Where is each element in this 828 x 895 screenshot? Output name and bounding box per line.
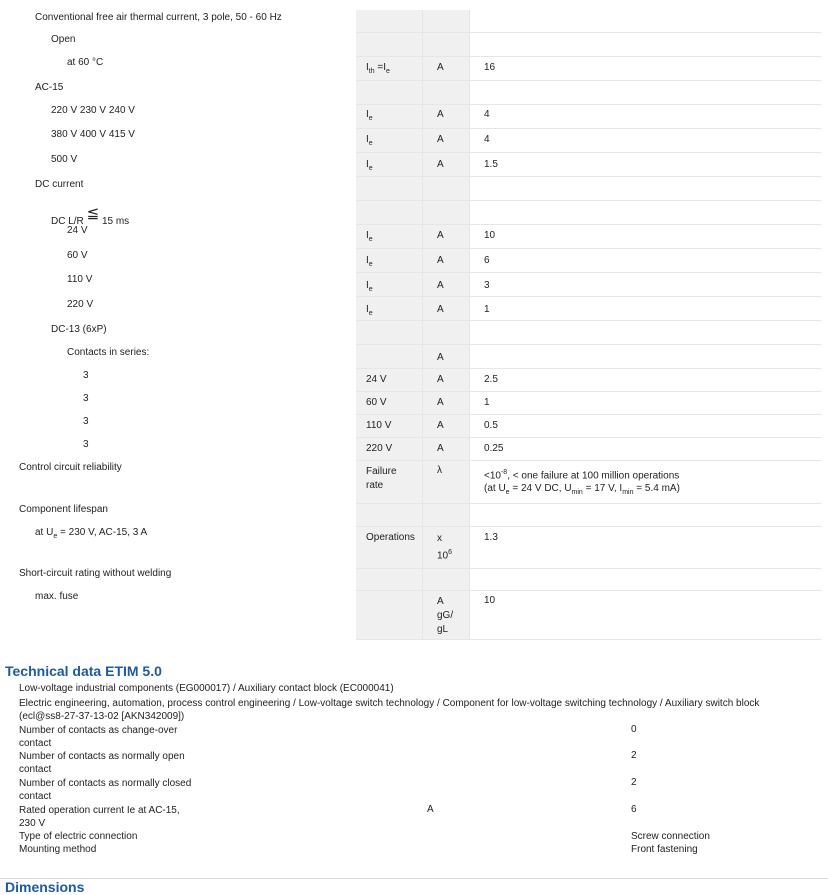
unit-cell: A	[437, 255, 444, 266]
row-separator	[356, 437, 821, 438]
value-cell: 16	[484, 62, 496, 73]
etim-row-value: 2	[631, 777, 637, 788]
unit-cell: A	[437, 420, 444, 431]
etim-row-label: Mounting method	[19, 844, 97, 855]
row-separator	[356, 639, 821, 640]
row-separator	[356, 80, 821, 81]
unit-cell: A gG/ gL	[437, 596, 454, 635]
value-cell: 4	[484, 134, 490, 145]
symbol-cell: $I_{th} =I_e$	[366, 62, 390, 75]
value-cell: $<10^{-8}$, < one failure at 100 million operations (at $U_e = 24$ V DC, $U_{min} = 17$ V, $I_{min} = 5.4$ mA)	[484, 469, 680, 497]
value-cell: 1	[484, 397, 490, 408]
value-cell: 0.5	[484, 420, 498, 431]
spec-label: Contacts in series:	[67, 347, 150, 358]
row-separator	[356, 526, 821, 527]
symbol-cell: $I_e$	[366, 159, 373, 172]
value-cell: 2.5	[484, 374, 498, 385]
symbol-cell: 220 V	[366, 443, 393, 454]
less-equal-symbol: ≦	[86, 205, 100, 222]
value-cell: 1.3	[484, 532, 498, 543]
spec-label: 110 V	[67, 274, 93, 285]
spec-label: AC-15	[35, 82, 64, 93]
spec-label-suffix: 15 ms	[101, 216, 130, 227]
section-heading-etim: Technical data ETIM 5.0	[5, 663, 162, 679]
value-cell: 6	[484, 255, 490, 266]
spec-label: 220 V	[67, 299, 94, 310]
symbol-cell: 24 V	[366, 374, 387, 385]
row-separator	[356, 104, 821, 105]
unit-cell: A	[437, 159, 444, 170]
spec-label: Open	[51, 34, 76, 45]
symbol-cell: 110 V	[366, 420, 392, 431]
row-separator	[356, 176, 821, 177]
symbol-cell: $I_e$	[366, 304, 373, 317]
spec-label: 3	[83, 439, 89, 450]
row-separator	[356, 32, 821, 33]
row-separator	[356, 248, 821, 249]
row-separator	[356, 200, 821, 201]
symbol-cell: $I_e$	[366, 280, 373, 293]
value-cell: 3	[484, 280, 490, 291]
row-separator	[356, 391, 821, 392]
row-separator	[356, 56, 821, 57]
value-cell: 10	[484, 230, 496, 241]
etim-row-value: 2	[631, 750, 637, 761]
row-separator	[356, 414, 821, 415]
etim-row-value: Screw connection	[631, 831, 710, 842]
row-separator	[356, 152, 821, 153]
subscript: e	[53, 533, 58, 540]
etim-row-label: Number of contacts as change-over contact	[19, 725, 178, 749]
value-cell: 1.5	[484, 159, 498, 170]
spec-label: Component lifespan	[19, 504, 108, 515]
section-heading-dimensions: Dimensions	[5, 879, 85, 895]
unit-cell: A	[437, 304, 444, 315]
row-separator	[356, 568, 821, 569]
section-rule	[0, 878, 828, 879]
spec-label	[51, 205, 130, 228]
symbol-cell: $I_e$	[366, 230, 373, 243]
etim-row-value: 6	[631, 804, 637, 815]
spec-label: 500 V	[51, 154, 78, 165]
spec-label: DC-13 (6xP)	[51, 324, 107, 335]
value-cell: 1	[484, 304, 490, 315]
spec-label: 3	[83, 393, 89, 404]
spec-label: Conventional free air thermal current, 3 pole, 50 - 60 Hz	[35, 12, 282, 23]
symbol-cell: Operations	[366, 532, 415, 543]
etim-row-label: Number of contacts as normally closed contact	[19, 778, 192, 802]
row-separator	[356, 503, 821, 504]
value-cell: 0.25	[484, 443, 504, 454]
etim-row-value: 0	[631, 724, 637, 735]
spec-label: Control circuit reliability	[19, 462, 122, 473]
value-cell: 10	[484, 595, 496, 606]
etim-class: Low-voltage industrial components (EG000017) / Auxiliary contact block (EC000041)	[19, 683, 394, 694]
symbol-cell: $I_e$	[366, 255, 373, 268]
unit-cell: A	[437, 109, 444, 120]
unit-cell: A	[437, 280, 444, 291]
row-separator	[356, 320, 821, 321]
spec-label: DC current	[35, 179, 84, 190]
unit-cell: A	[437, 397, 444, 408]
row-separator	[356, 460, 821, 461]
spec-label-text: at U	[35, 527, 54, 538]
etim-row-label: Number of contacts as normally open contact	[19, 751, 185, 775]
etim-class: Electric engineering, automation, process control engineering / Low-voltage switch technology / Component for low-voltage switching technology / Auxiliary switch block (ecl@ss8-27-37-13-02 [AKN342009])	[19, 698, 760, 722]
etim-row-label: Rated operation current Ie at AC-15, 230 V	[19, 805, 180, 829]
spec-label-rest: = 230 V, AC-15, 3 A	[57, 527, 148, 538]
unit-cell: A	[437, 62, 444, 73]
spec-label: 3	[83, 416, 89, 427]
spec-label: 3	[83, 370, 89, 381]
spec-label: Short-circuit rating without welding	[19, 568, 172, 579]
unit-cell: A	[437, 230, 444, 241]
spec-label: 60 V	[67, 250, 88, 261]
symbol-cell: 60 V	[366, 397, 387, 408]
row-separator	[356, 296, 821, 297]
etim-row-value: Front fastening	[631, 844, 698, 855]
spec-label: 24 V	[67, 225, 88, 236]
row-separator	[356, 344, 821, 345]
unit-cell: x $10^6$	[437, 533, 453, 562]
symbol-cell: $I_e$	[366, 109, 373, 122]
etim-row-unit: A	[427, 804, 434, 815]
unit-cell: λ	[437, 465, 442, 476]
row-separator	[356, 272, 821, 273]
unit-cell: A	[437, 374, 444, 385]
row-separator	[356, 368, 821, 369]
spec-label: max. fuse	[35, 591, 79, 602]
spec-label: 220 V 230 V 240 V	[51, 105, 135, 116]
unit-cell: A	[437, 134, 444, 145]
symbol-cell: Failure rate	[366, 466, 397, 491]
spec-label: 380 V 400 V 415 V	[51, 129, 135, 140]
spec-label: at 60 °C	[67, 57, 104, 68]
unit-cell: A	[437, 352, 444, 363]
row-separator	[356, 224, 821, 225]
symbol-cell: $I_e$	[366, 134, 373, 147]
etim-row-label: Type of electric connection	[19, 831, 138, 842]
row-separator	[356, 128, 821, 129]
spec-label	[35, 527, 147, 540]
spec-label-text: DC L/R	[51, 216, 84, 227]
row-separator	[356, 590, 821, 591]
value-cell: 4	[484, 109, 490, 120]
unit-cell: A	[437, 443, 444, 454]
